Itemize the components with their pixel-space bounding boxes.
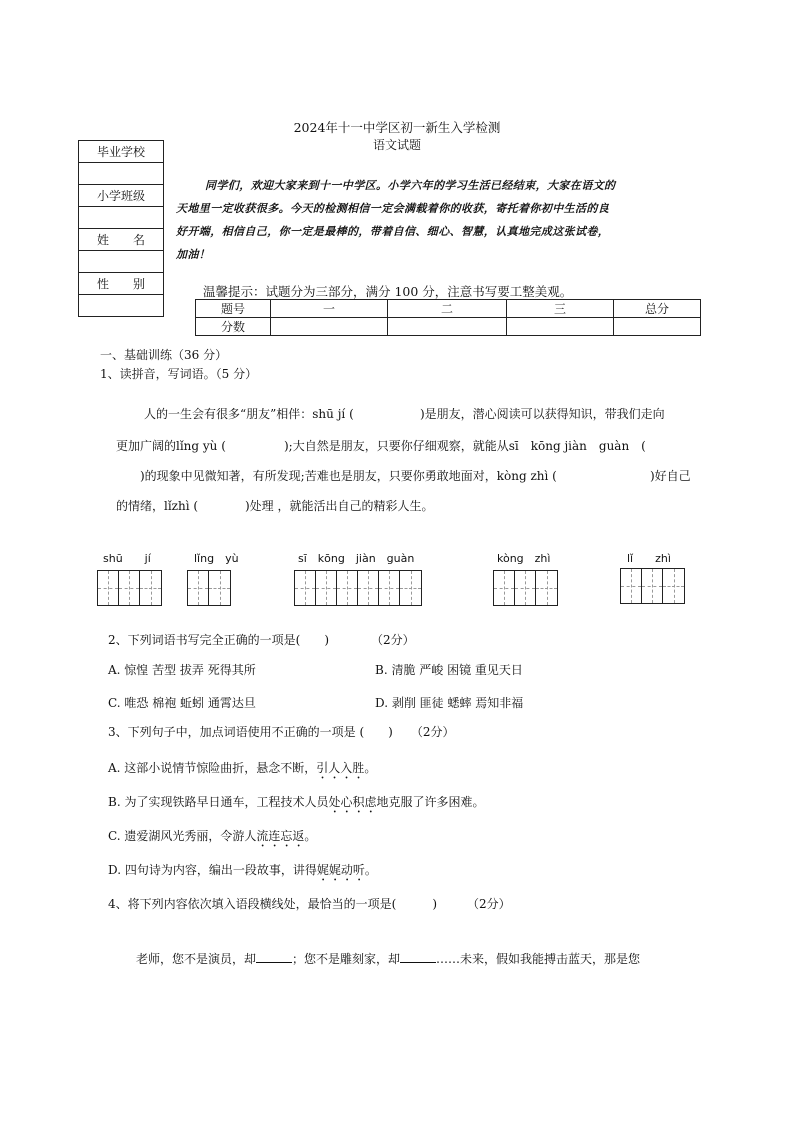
writing-grid-lizhi[interactable] [620,568,685,604]
q3-option-a-dotted: 引人入胜 [316,761,365,775]
q4-passage-part-a: 老师，您不是演员，却 [136,952,257,966]
passage-line-3b: )好自己 [650,469,691,483]
writing-grid-lingyu[interactable] [187,570,231,606]
q4-passage [136,950,640,967]
score-cell-2[interactable] [388,318,507,336]
q3-option-d-text: D. 四句诗为内容，编出一段故事，讲得 [108,863,317,877]
writing-grid-shuji[interactable] [97,570,162,606]
info-field-school[interactable] [79,163,164,185]
info-field-name[interactable] [79,251,164,273]
q3-title: 3、下列句子中，加点词语使用不正确的一项是 ( ) （2分） [108,725,455,739]
passage-line-4a: 的情绪，lǐzhì ( [116,499,199,513]
writing-grid-kongzhi[interactable] [493,570,558,606]
info-label-name: 姓 名 [79,229,164,251]
q3-option-d-end: 。 [364,863,377,877]
q3-option-a-end: 。 [364,761,377,775]
exam-title: 2024年十一中学区初一新生入学检测 [293,120,501,135]
score-header-1: 一 [271,300,388,318]
info-label-gender: 性 别 [79,273,164,295]
q3-option-d [108,861,377,884]
score-header-2: 二 [388,300,507,318]
score-row-label: 分数 [196,318,271,336]
pinyin-label-lingyu: lǐng yù [194,552,239,565]
pinyin-label-sikongjianguan: sī kōng jiàn guàn [298,552,415,565]
passage-line-2b: );大自然是朋友，只要你仔细观察，就能从sī kōng jiàn guàn ( [284,439,646,453]
greeting-line-4: 加油！ [176,249,211,261]
q3-option-b-dotted: 处心积虑 [328,795,377,809]
passage-line-1b: )是朋友，潜心阅读可以获得知识，带我们走向 [420,407,665,421]
q2-option-d: D. 剥削 匪徒 蟋蟀 焉知非福 [375,696,524,710]
pinyin-label-kongzhi: kòng zhì [497,552,551,565]
score-header-total: 总分 [614,300,701,318]
score-table [195,299,701,336]
score-header-3: 三 [507,300,614,318]
q4-blank-2[interactable] [400,950,436,963]
q4-passage-part-c: ……未来，假如我能搏击蓝天，那是您 [436,952,641,966]
q3-option-b-end: 地克服了许多困难。 [376,795,485,809]
q3-option-a [108,759,376,782]
q4-blank-1[interactable] [256,950,292,963]
score-cell-1[interactable] [271,318,388,336]
passage-line-2a: 更加广阔的lǐng yù ( [116,439,226,453]
q4-title: 4、将下列内容依次填入语段横线处，最恰当的一项是( ) （2分） [108,897,511,911]
score-header-no: 题号 [196,300,271,318]
q3-option-c [108,827,316,850]
q2-title: 2、下列词语书写完全正确的一项是( ) （2分） [108,633,415,647]
greeting-line-3: 好开端，相信自己，你一定是最棒的，带着自信、细心、智慧，认真地完成这张试卷， [176,226,610,238]
q3-option-b [108,793,484,816]
score-cell-3[interactable] [507,318,614,336]
pinyin-label-lizhi: lǐ zhì [627,552,671,565]
pinyin-label-shuji: shū jí [103,552,151,565]
q2-option-a: A. 惊惶 苦型 拔弄 死得其所 [108,663,256,677]
info-field-gender[interactable] [79,295,164,317]
q3-option-d-dotted: 娓娓动听 [316,863,365,877]
q3-option-b-text: B. 为了实现铁路早日通车，工程技术人员 [108,795,329,809]
greeting-line-1: 同学们，欢迎大家来到十一中学区。小学六年的学习生活已经结束，大家在语文的 [205,180,616,192]
passage-line-4b: )处理 ，就能活出自己的精彩人生。 [245,499,434,513]
info-label-school: 毕业学校 [79,141,164,163]
q2-option-c: C. 唯恐 棉袍 蚯蚓 通霄达旦 [108,696,256,710]
q2-option-b: B. 清脆 严峻 困镜 重见天日 [375,663,523,677]
passage-line-3a: )的现象中见微知著，有所发现;苦难也是朋友，只要你勇敢地面对，kòng zhì ( [140,469,557,483]
q3-option-c-text: C. 遗爱湖风光秀丽，令游人 [108,829,257,843]
q3-option-a-text: A. 这部小说情节惊险曲折，悬念不断， [108,761,317,775]
section1-title: 一、基础训练（36 分） [100,348,228,362]
exam-subtitle: 语文试题 [372,138,421,152]
q3-option-c-dotted: 流连忘返 [256,829,305,843]
info-label-class: 小学班级 [79,185,164,207]
writing-grid-sikongjianguan[interactable] [294,570,422,606]
score-cell-total[interactable] [614,318,701,336]
q1-title: 1、读拼音，写词语。（5 分） [100,367,258,381]
student-info-table [78,140,164,317]
info-field-class[interactable] [79,207,164,229]
q4-passage-part-b: ；您不是雕刻家，却 [292,952,401,966]
greeting-line-2: 天地里一定收获很多。今天的检测相信一定会满载着你的收获，寄托着你初中生活的良 [176,203,610,215]
q3-option-c-end: 。 [304,829,317,843]
notice-text: 温馨提示：试题分为三部分，满分 100 分，注意书写要工整美观。 [203,284,573,299]
passage-line-1a: 人的一生会有很多“朋友”相伴：shū jí ( [144,407,354,421]
